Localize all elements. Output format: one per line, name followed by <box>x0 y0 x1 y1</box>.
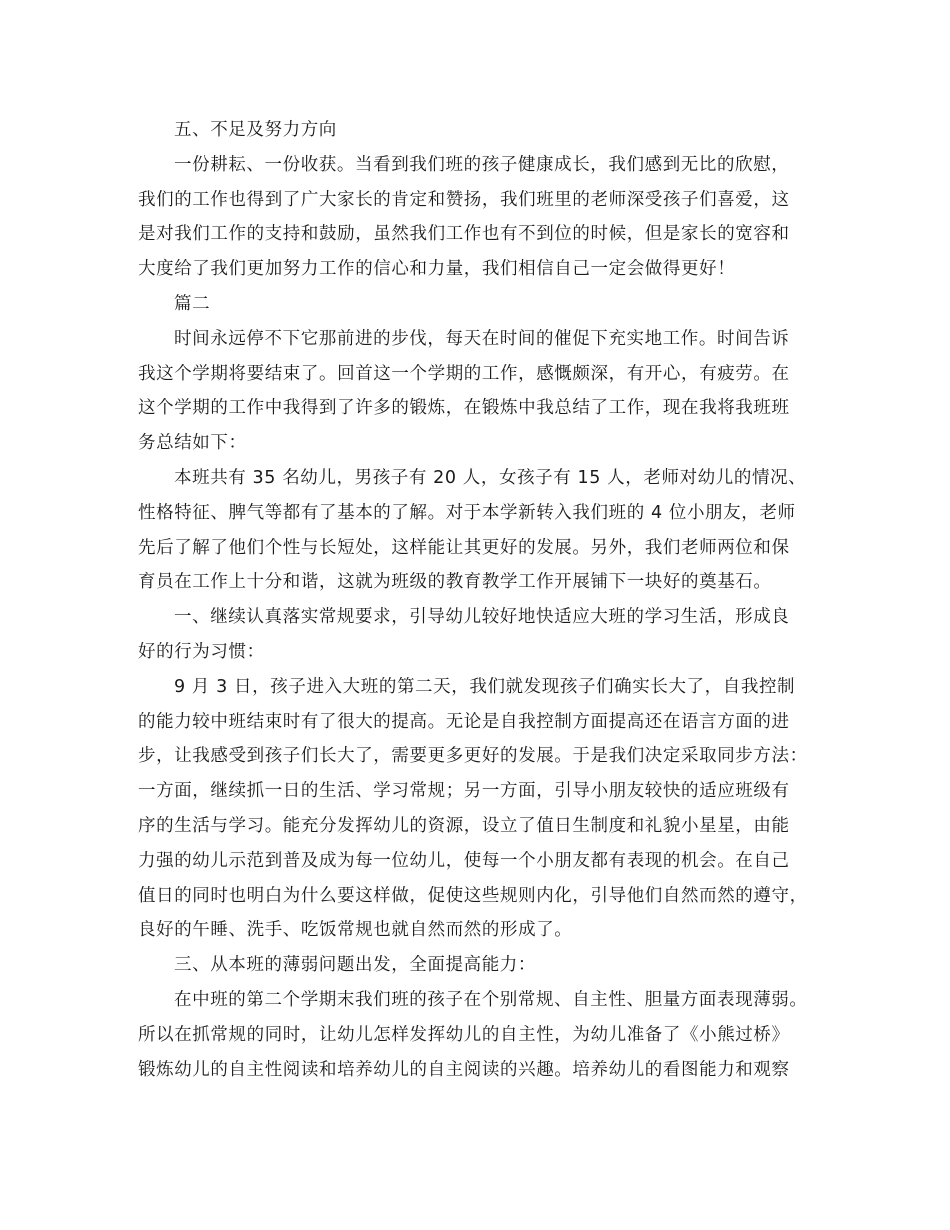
text-line: 我这个学期将要结束了。回首这一个学期的工作，感慨颇深，有开心，有疲劳。在 <box>138 363 790 384</box>
paragraph <box>138 113 828 148</box>
text-line: 9 月 3 日，孩子进入大班的第二天，我们就发现孩子们确实长大了，自我控制 <box>174 676 796 697</box>
text-line: 这个学期的工作中我得到了许多的锻炼，在锻炼中我总结了工作，现在我将我班班 <box>138 398 790 419</box>
text-line: 的能力较中班结束时有了很大的提高。无论是自我控制方面提高还在语言方面的进 <box>138 711 790 732</box>
text-line: 在中班的第二个学期末我们班的孩子在个别常规、自主性、胆量方面表现薄弱。 <box>174 989 808 1010</box>
paragraph <box>138 287 828 322</box>
paragraph <box>138 948 828 983</box>
text-line: 力强的幼儿示范到普及成为每一位幼儿，使每一个小朋友都有表现的机会。在自己 <box>138 850 790 871</box>
paragraph <box>138 322 828 461</box>
text-line: 一方面，继续抓一日的生活、学习常规；另一方面，引导小朋友较快的适应班级有 <box>138 781 790 802</box>
text-line: 先后了解了他们个性与长短处，这样能让其更好的发展。另外，我们老师两位和保 <box>138 537 790 558</box>
paragraph <box>138 148 828 287</box>
text-line: 一、继续认真落实常规要求，引导幼儿较好地快适应大班的学习生活，形成良 <box>174 607 790 628</box>
text-line: 序的生活与学习。能充分发挥幼儿的资源，设立了值日生制度和礼貌小星星，由能 <box>138 815 790 836</box>
text-line: 性格特征、脾气等都有了基本的了解。对于本学新转入我们班的 4 位小朋友，老师 <box>138 502 796 523</box>
paragraph <box>138 670 828 948</box>
paragraph <box>138 461 828 600</box>
text-line: 良好的午睡、洗手、吃饭常规也就自然而然的形成了。 <box>138 920 573 941</box>
text-line: 值日的同时也明白为什么要这样做，促使这些规则内化，引导他们自然而然的遵守， <box>138 885 808 906</box>
text-line: 好的行为习惯： <box>138 641 265 662</box>
text-line: 是对我们工作的支持和鼓励，虽然我们工作也有不到位的时候，但是家长的宽容和 <box>138 224 790 245</box>
text-line: 篇二 <box>174 293 211 314</box>
text-line: 步，让我感受到孩子们长大了，需要更多更好的发展。于是我们决定采取同步方法： <box>138 746 808 767</box>
text-line: 三、从本班的薄弱问题出发，全面提高能力： <box>174 955 536 976</box>
text-line: 时间永远停不下它那前进的步伐，每天在时间的催促下充实地工作。时间告诉 <box>174 328 790 349</box>
text-line: 一份耕耘、一份收获。当看到我们班的孩子健康成长，我们感到无比的欣慰， <box>174 154 790 175</box>
text-line: 本班共有 35 名幼儿，男孩子有 20 人，女孩子有 15 人，老师对幼儿的情况、 <box>174 467 807 488</box>
text-line: 所以在抓常规的同时，让幼儿怎样发挥幼儿的自主性，为幼儿准备了《小熊过桥》 <box>138 1024 790 1045</box>
text-line: 务总结如下： <box>138 433 247 454</box>
text-line: 锻炼幼儿的自主性阅读和培养幼儿的自主阅读的兴趣。培养幼儿的看图能力和观察 <box>138 1059 790 1080</box>
text-line: 大度给了我们更加努力工作的信心和力量，我们相信自己一定会做得更好！ <box>138 259 736 280</box>
document-body <box>138 113 828 1087</box>
paragraph <box>138 983 828 1087</box>
text-line: 我们的工作也得到了广大家长的肯定和赞扬，我们班里的老师深受孩子们喜爱，这 <box>138 189 790 210</box>
text-line: 育员在工作上十分和谐，这就为班级的教育教学工作开展铺下一块好的奠基石。 <box>138 572 772 593</box>
paragraph <box>138 600 828 670</box>
text-line: 五、不足及努力方向 <box>174 120 337 140</box>
